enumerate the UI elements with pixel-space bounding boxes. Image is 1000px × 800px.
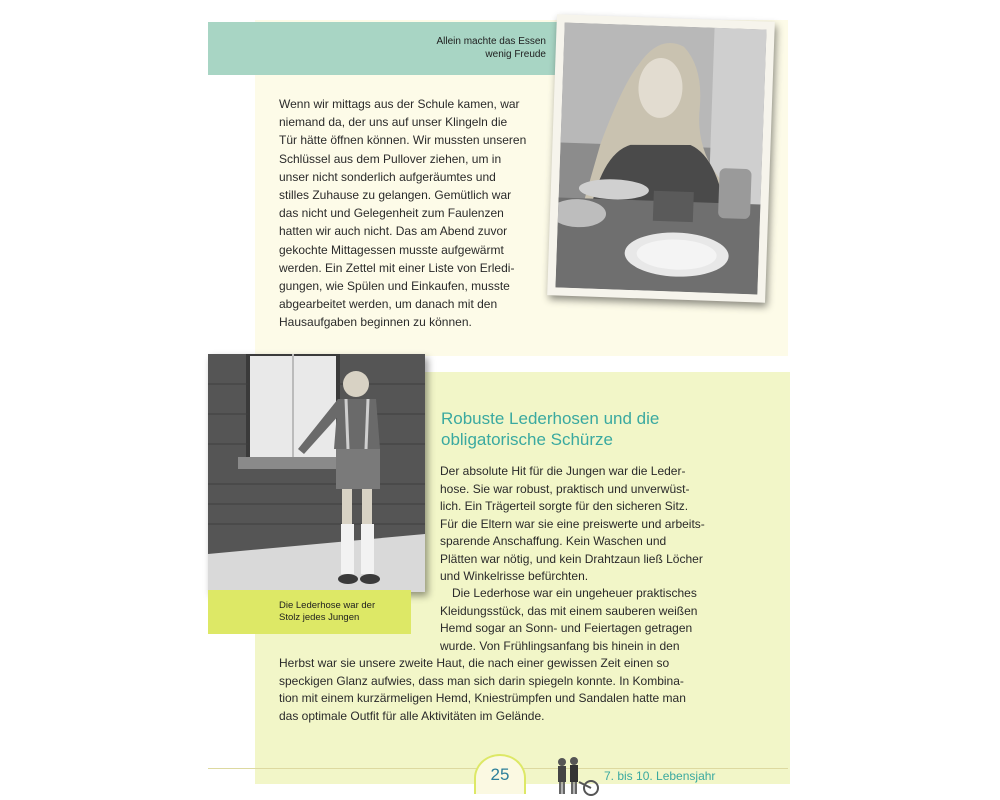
boy-lederhose-photo <box>208 354 425 592</box>
paragraph-2 <box>440 585 697 655</box>
top-body-text <box>279 95 541 332</box>
text-line: abgearbeitet werden, um danach mit den <box>279 297 498 312</box>
text-line: Wenn wir mittags aus der Schule kamen, war <box>279 97 520 111</box>
text-line: Plätten war nötig, und kein Drahtzaun ließ Löcher <box>440 551 703 566</box>
text-line: Tür hätte öffnen können. Wir mussten unseren <box>279 133 527 148</box>
text-line: das optimale Outfit für alle Aktivitäten im Gelände. <box>279 708 545 723</box>
girl-photo-image <box>555 23 766 295</box>
text-line: unser nicht sonderlich aufgeräumtes und <box>279 169 496 184</box>
text-line: das nicht und Gelegenheit zum Faulenzen <box>279 206 504 221</box>
text-line: stilles Zuhause zu gelangen. Gemütlich war <box>279 188 512 203</box>
section-heading <box>441 408 761 450</box>
text-line: Herbst war sie unsere zweite Haut, die nach einer gewissen Zeit einen so <box>279 656 670 670</box>
text-line: und Winkelrisse befürchten. <box>440 569 589 583</box>
text-line: hatten wir auch nicht. Das am Abend zuvor <box>279 224 508 239</box>
caption-line: Stolz jedes Jungen <box>279 611 360 623</box>
text-line: gekochte Mittagessen musste aufgewärmt <box>279 242 504 257</box>
text-line: Kleidungsstück, das mit einem sauberen weißen <box>440 603 698 618</box>
paragraph-1 <box>440 463 705 586</box>
text-line: Der absolute Hit für die Jungen war die Leder- <box>440 464 686 478</box>
chapter-label: 7. bis 10. Lebensjahr <box>604 769 716 783</box>
text-line: speckigen Glanz aufwies, dass man sich darin spiegeln konnte. In Kombina- <box>279 673 684 688</box>
children-bicycle-icon <box>553 752 603 798</box>
girl-eating-photo <box>547 14 775 302</box>
heading-line: obligatorische Schürze <box>441 430 613 449</box>
text-line: Hemd sogar an Sonn- und Feiertagen getragen <box>440 621 693 635</box>
text-line: Für die Eltern war sie eine preiswerte und arbeits- <box>440 516 705 531</box>
paragraph-3 <box>279 655 686 725</box>
text-line: wurde. Von Frühlingsanfang bis hinein in den <box>440 638 680 653</box>
text-line: Die Lederhose war ein ungeheuer praktisches <box>452 586 697 600</box>
text-line: sparende Anschaffung. Kein Waschen und <box>440 534 667 548</box>
caption-line: Allein machte das Essen <box>436 36 546 47</box>
text-line: Hausaufgaben beginnen zu können. <box>279 315 472 330</box>
top-photo-caption <box>436 36 546 61</box>
boy-photo-caption <box>279 600 375 623</box>
caption-line: Die Lederhose war der <box>279 600 376 611</box>
text-line: werden. Ein Zettel mit einer Liste von Erledi- <box>279 260 515 275</box>
text-line: hose. Sie war robust, praktisch und unverwüst- <box>440 481 690 496</box>
text-line: Schlüssel aus dem Pullover ziehen, um in <box>279 151 502 166</box>
boy-caption-bar <box>208 590 411 634</box>
top-caption-bar <box>208 22 558 75</box>
text-line: tion mit einem kurzärmeligen Hemd, Kniestrümpfen und Sandalen hatte man <box>279 691 686 705</box>
boy-photo-image <box>208 354 425 592</box>
caption-line: wenig Freude <box>485 48 546 60</box>
text-line: niemand da, der uns auf unser Klingeln die <box>279 115 508 130</box>
page-number: 25 <box>474 754 526 794</box>
text-line: lich. Ein Trägerteil sorgte für den sicheren Sitz. <box>440 499 689 513</box>
text-line: gungen, wie Spülen und Einkaufen, musste <box>279 279 510 294</box>
heading-line: Robuste Lederhosen und die <box>441 409 660 428</box>
